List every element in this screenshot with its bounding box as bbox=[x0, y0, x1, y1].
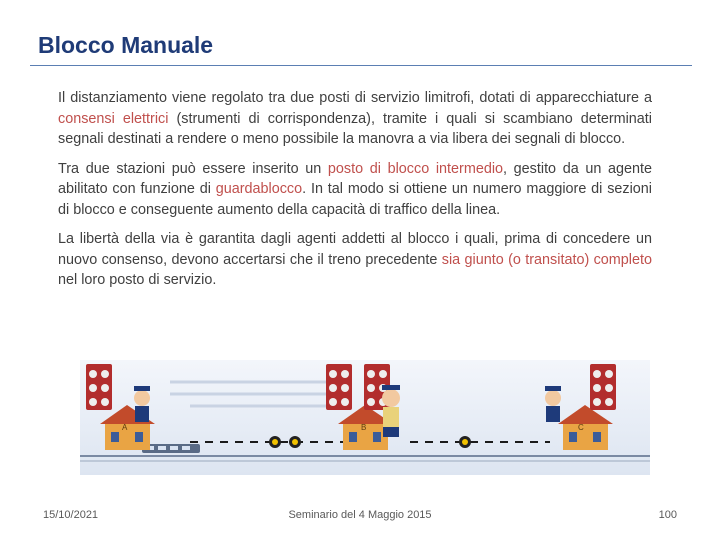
paragraph-1-segment: Il distanziamento viene regolato tra due posti di servizio limitrofi, dotati di apparecchiature a bbox=[58, 90, 652, 106]
train bbox=[142, 444, 200, 453]
signal-light-3 bbox=[459, 436, 471, 448]
paragraph-3-segment: La libertà della via è garantita dagli agenti addetti al blocco i quali, prima di concedere un nuovo consenso, devono accertarsi che il treno precedente bbox=[58, 231, 652, 268]
highlight-sia-giunto: sia giunto (o transitato) completo bbox=[441, 251, 652, 268]
paragraph-2-segment: . In tal modo si ottiene un numero maggiore di sezioni di blocco e conseguente aumento della capacità di traffico della linea. bbox=[58, 181, 652, 218]
slide-title: Blocco Manuale bbox=[38, 32, 214, 58]
paragraph-1-segment: (strumenti di corrispondenza), tramite i quali si scambiano determinati segnali destinati a rendere o meno possibile la manovra a via libera dei segnali di blocco. bbox=[58, 110, 652, 147]
block-instrument-left bbox=[86, 364, 112, 410]
signal-light-1 bbox=[269, 436, 281, 448]
block-system-illustration bbox=[80, 360, 650, 475]
paragraph-1 bbox=[58, 88, 652, 150]
paragraph-2 bbox=[58, 159, 652, 221]
paragraph-3 bbox=[58, 229, 652, 291]
title-divider bbox=[30, 65, 692, 66]
highlight-consensi-elettrici: consensi elettrici bbox=[58, 110, 169, 127]
paragraph-3-segment: nel loro posto di servizio. bbox=[58, 272, 217, 288]
block-instrument-right bbox=[590, 364, 616, 410]
station-letter-b: B bbox=[361, 423, 367, 432]
footer-date: 15/10/2021 bbox=[43, 509, 99, 521]
paragraph-2-segment: , gestito da un agente abilitato con funzione di bbox=[58, 160, 653, 197]
highlight-guardablocco: guardablocco bbox=[215, 181, 303, 197]
block-instrument-middle-1 bbox=[326, 364, 352, 410]
footer-event: Seminario del 4 Maggio 2015 bbox=[288, 509, 432, 521]
station-letter-c: C bbox=[578, 423, 584, 432]
footer-page-number: 100 bbox=[658, 509, 677, 521]
highlight-posto-di-blocco: posto di blocco intermedio bbox=[327, 160, 504, 177]
slide-body bbox=[58, 88, 652, 300]
agent-middle bbox=[382, 385, 400, 437]
station-letter-a: A bbox=[122, 423, 128, 432]
paragraph-2-segment: Tra due stazioni può essere inserito un bbox=[58, 160, 328, 177]
signal-light-2 bbox=[289, 436, 301, 448]
